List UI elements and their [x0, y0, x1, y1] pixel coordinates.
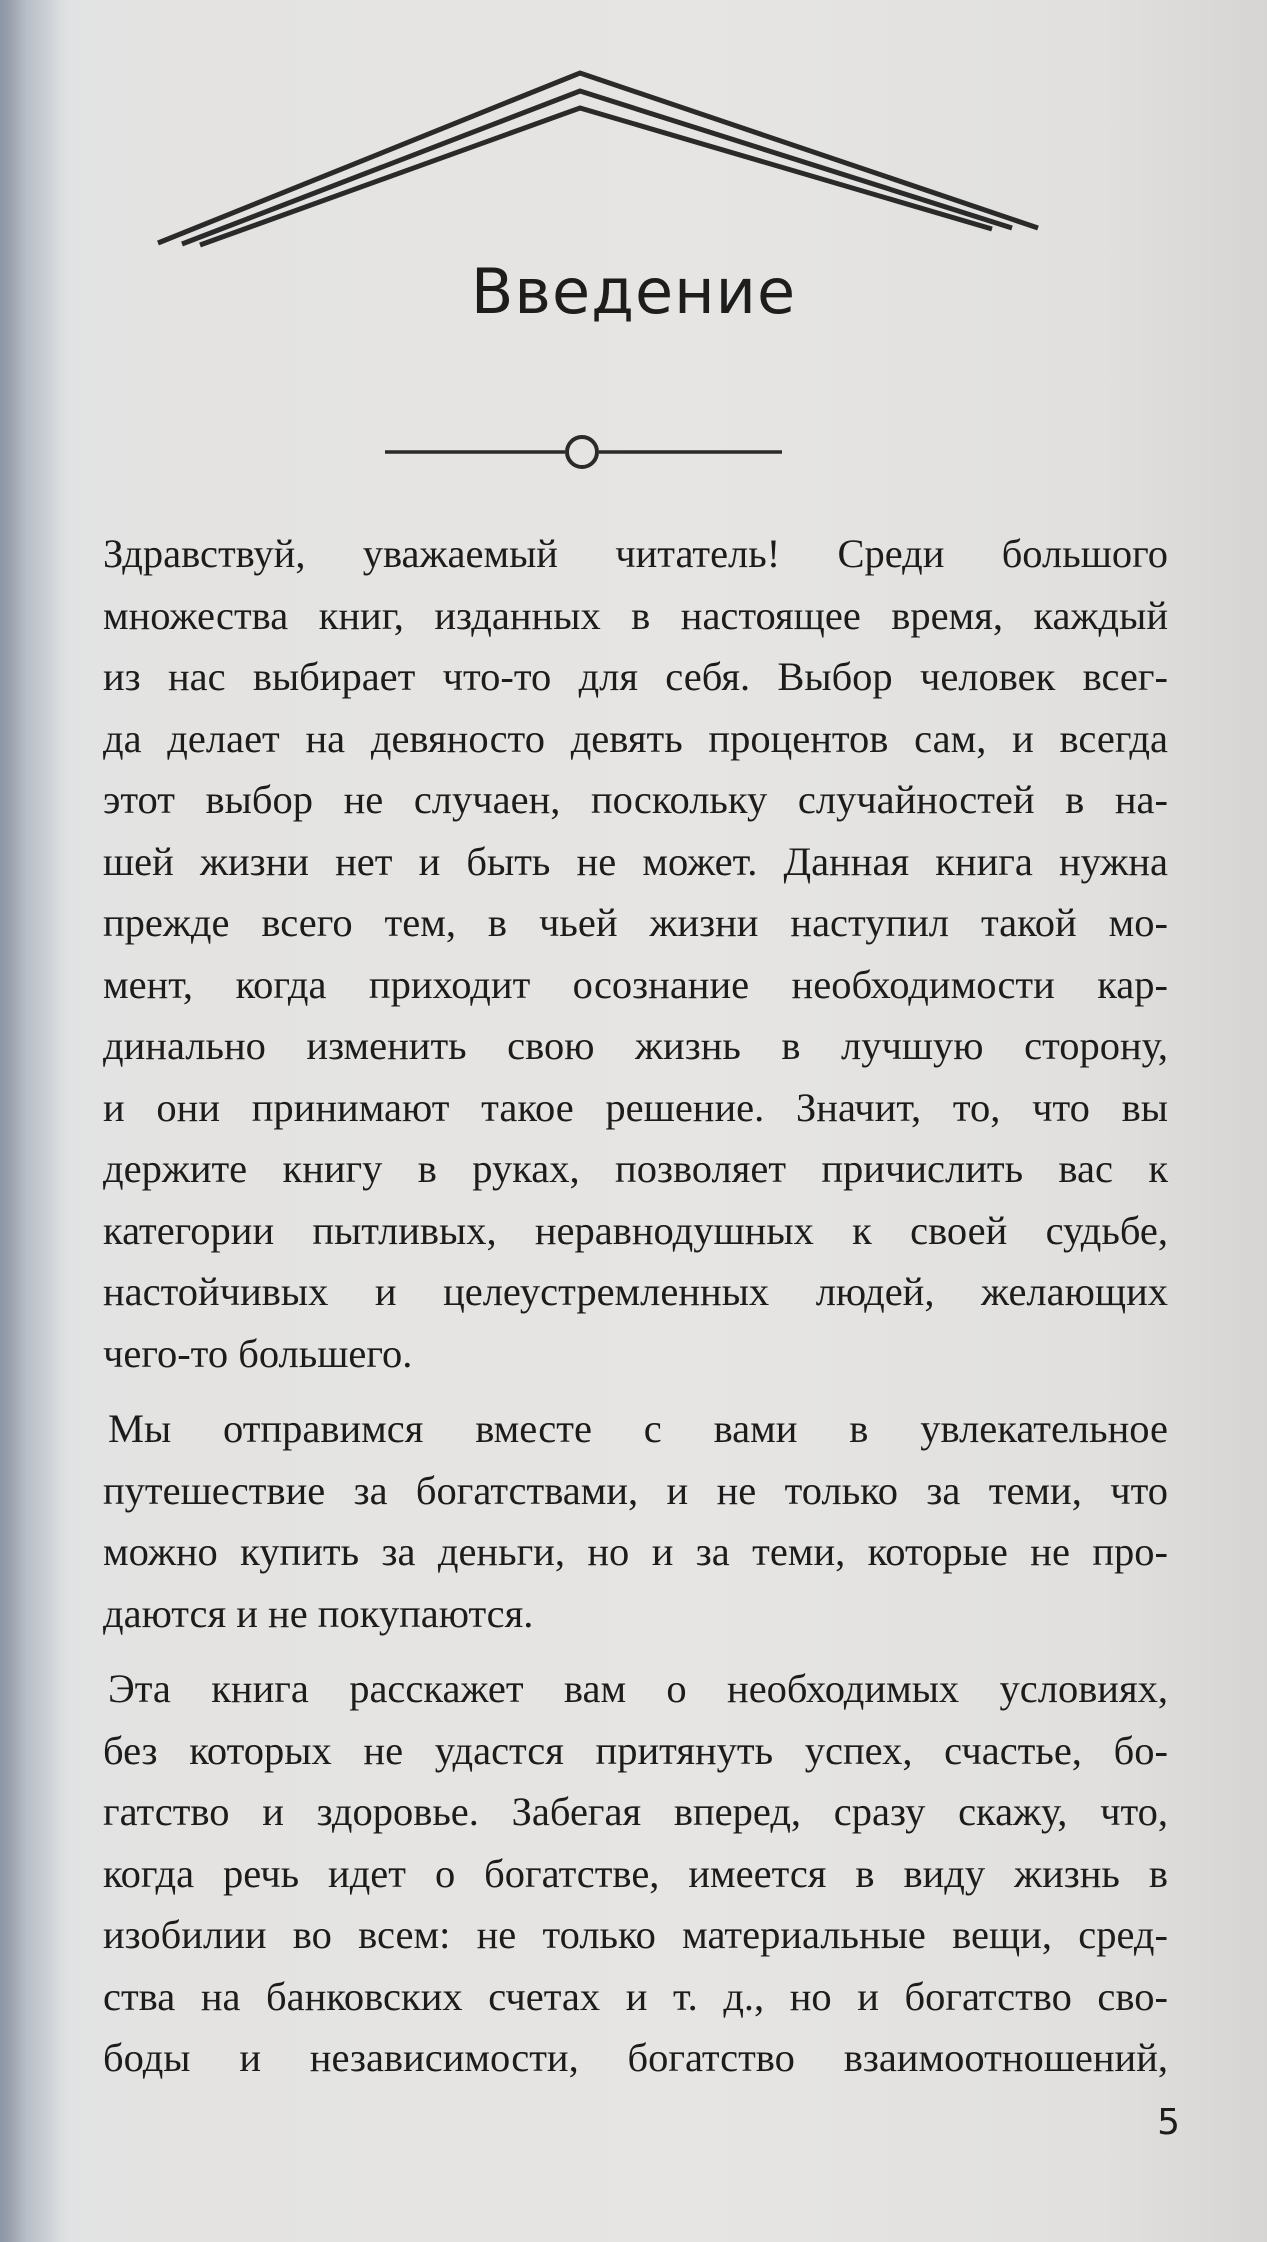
paragraph-1: [103, 523, 1168, 1384]
body-text: [103, 523, 1168, 2103]
text-line: держите книгу в руках, позволяет причислить вас к: [103, 1146, 1168, 1191]
text-line: чего-то большего.: [103, 1330, 413, 1376]
text-line: когда речь идет о богатстве, имеется в виду жизнь в: [103, 1850, 1168, 1896]
text-line: боды и независимости, богатство взаимоотношений,: [103, 2035, 1168, 2080]
roof-ornament: [0, 0, 1267, 480]
text-line: без которых не удастся притянуть успех, счастье, бо-: [103, 1727, 1168, 1773]
text-line: настойчивых и целеустремленных людей, желающих: [103, 1269, 1168, 1314]
page-number: 5: [1157, 2102, 1180, 2143]
text-line: множества книг, изданных в настоящее время, каждый: [103, 592, 1168, 638]
text-line: ства на банковских счетах и т. д., но и богатство сво-: [103, 1973, 1168, 2019]
text-line: можно купить за деньги, но и за теми, которые не про-: [103, 1529, 1168, 1574]
text-line: да делает на девяносто девять процентов сам, и всегда: [103, 715, 1168, 761]
text-line: путешествие за богатствами, и не только за теми, что: [103, 1467, 1168, 1513]
text-line: этот выбор не случаен, поскольку случайностей в на-: [103, 777, 1168, 822]
text-line: мент, когда приходит осознание необходимости кар-: [103, 961, 1168, 1007]
text-line: изобилии во всем: не только материальные вещи, сред-: [103, 1912, 1168, 1957]
paragraph-2: [103, 1398, 1168, 1644]
divider-circle: [567, 437, 597, 467]
text-line: из нас выбирает что-то для себя. Выбор человек всег-: [103, 654, 1168, 699]
chapter-title: Введение: [470, 255, 797, 328]
text-line: даются и не покупаются.: [103, 1590, 534, 1636]
paragraph-3: [103, 1658, 1168, 2089]
text-line: категории пытливых, неравнодушных к своей судьбе,: [103, 1207, 1168, 1253]
text-line: шей жизни нет и быть не может. Данная книга нужна: [103, 838, 1168, 884]
text-line: Эта книга расскажет вам о необходимых условиях,: [108, 1666, 1168, 1711]
text-line: Здравствуй, уважаемый читатель! Среди большого: [103, 531, 1168, 576]
text-line: и они принимают такое решение. Значит, то, что вы: [103, 1084, 1168, 1130]
text-line: прежде всего тем, в чьей жизни наступил такой мо-: [103, 900, 1168, 945]
text-line: динально изменить свою жизнь в лучшую сторону,: [103, 1023, 1168, 1068]
text-line: Мы отправимся вместе с вами в увлекательное: [108, 1406, 1168, 1451]
text-line: гатство и здоровье. Забегая вперед, сразу скажу, что,: [103, 1789, 1168, 1834]
